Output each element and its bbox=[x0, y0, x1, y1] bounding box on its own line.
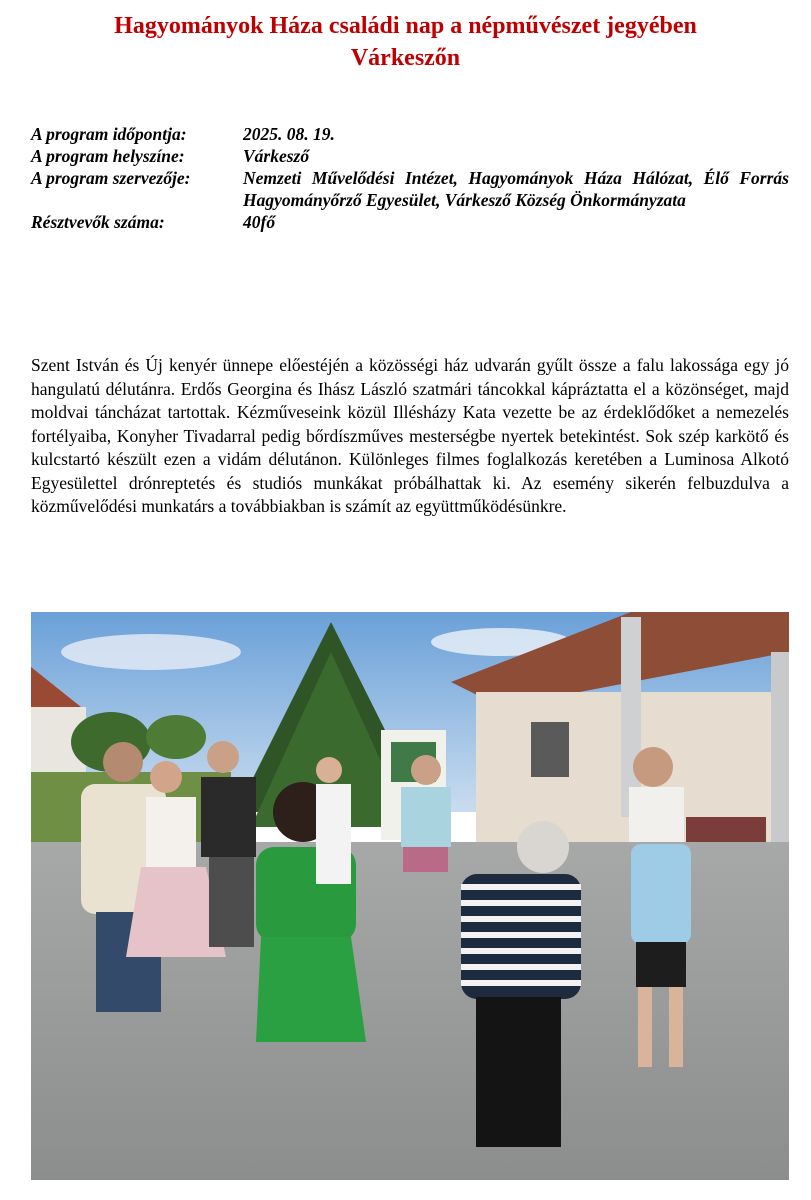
event-description: Szent István és Új kenyér ünnepe előestéjén a közösségi ház udvarán gyűlt össze a falu lakossága egy jó hangulatú délutánra. Erdős Georgina és Ihász László szatmári táncokkal kápráztatta el a közönséget, majd moldvai táncházat tartottak. Kézműveseink közül Illésházy Kata vezette be az érdeklődőket a nemezelés fortélyaiba, Konyher Tivadarral pedig bőrdíszműves mesterségbe nyertek betekintést. Sok szép karkötő és kulcstartó készült ezen a vidám délutánon. Különleges filmes foglalkozás keretében a Luminosa Alkotó Egyesülettel drónreptetés és studiós munkákat próbálhattak ki. Az esemény sikerén felbuzdulva a közművelődési munkatárs a továbbiakban is számít az együttműködésünkre. bbox=[31, 355, 789, 516]
meta-label: Résztvevők száma: bbox=[31, 212, 165, 232]
meta-row-location bbox=[31, 145, 789, 167]
meta-row-date bbox=[31, 123, 789, 145]
document-title bbox=[0, 10, 811, 74]
meta-value: 40fő bbox=[243, 212, 276, 232]
meta-label: A program időpontja: bbox=[31, 124, 187, 144]
meta-row-organizer bbox=[31, 167, 789, 211]
program-details bbox=[31, 123, 789, 233]
meta-row-participants bbox=[31, 211, 789, 233]
title-line-1: Hagyományok Háza családi nap a népművészet jegyében bbox=[114, 13, 697, 39]
meta-label: A program helyszíne: bbox=[31, 146, 185, 166]
meta-value: Nemzeti Művelődési Intézet, Hagyományok Háza Hálózat, Élő Forrás Hagyományőrző Egyesület, Várkesző Község Önkormányzata bbox=[243, 168, 789, 210]
meta-value: Várkesző bbox=[243, 146, 310, 166]
meta-value: 2025. 08. 19. bbox=[243, 124, 335, 144]
meta-label: A program szervezője: bbox=[31, 168, 191, 188]
title-line-2: Várkeszőn bbox=[350, 45, 461, 71]
event-photo bbox=[31, 612, 789, 1180]
